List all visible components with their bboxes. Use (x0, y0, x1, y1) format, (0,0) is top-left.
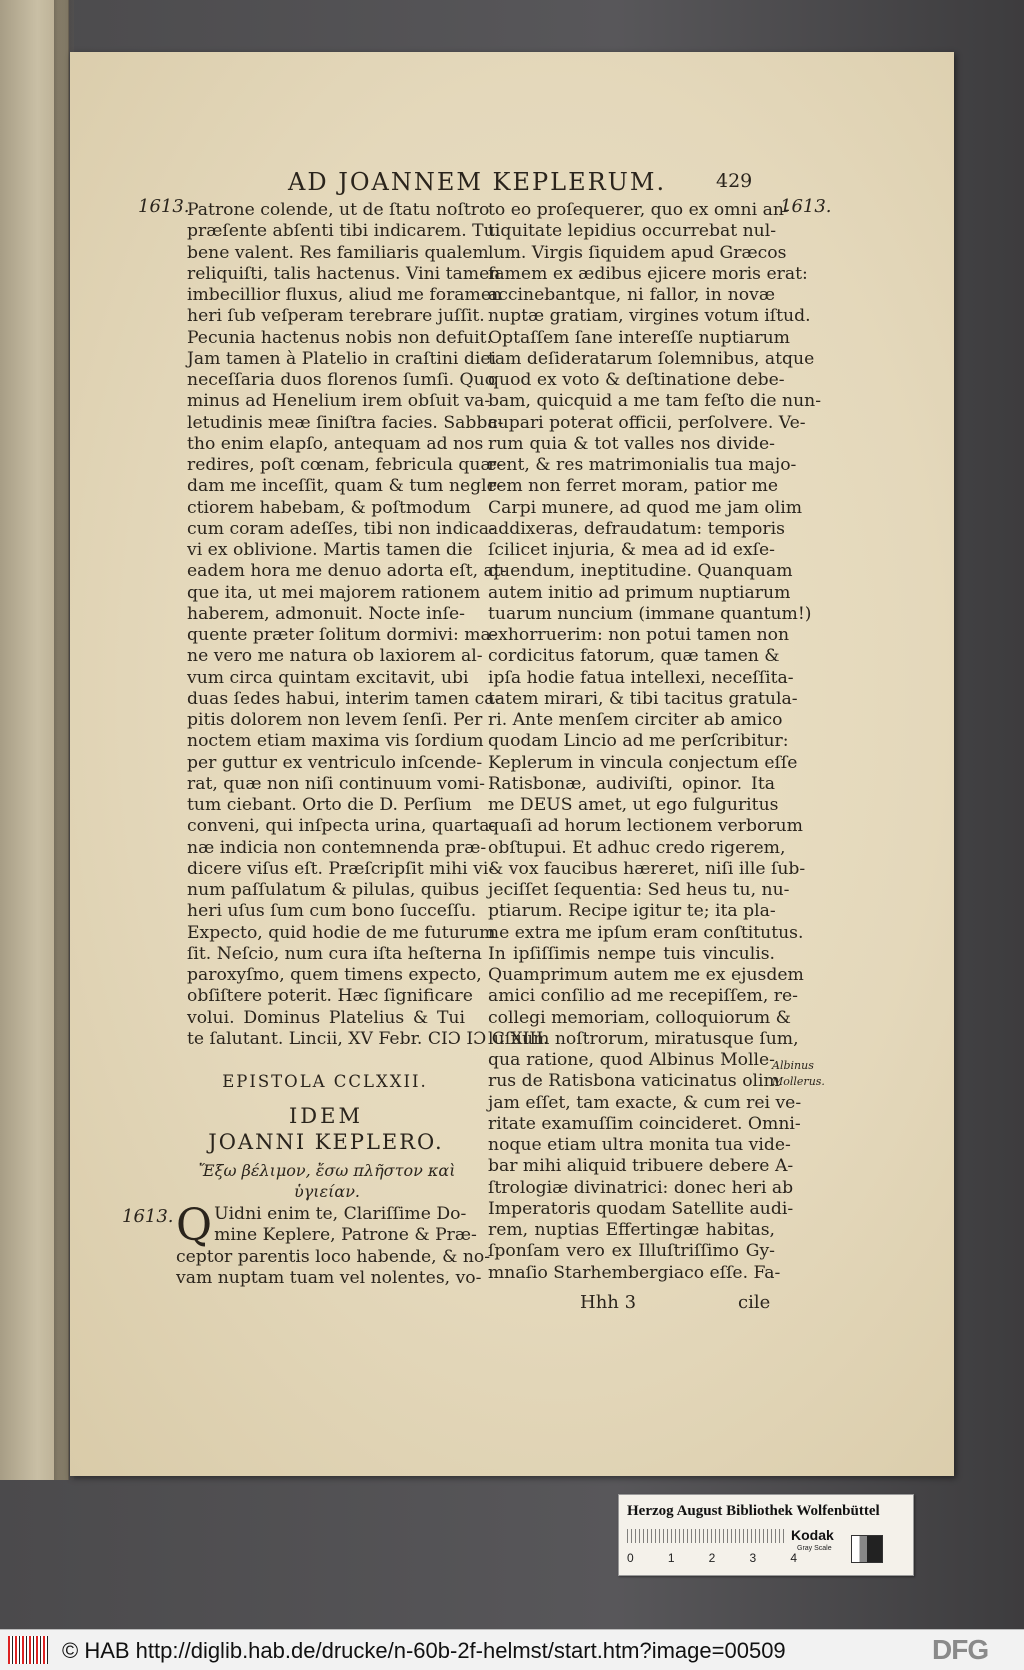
text-line: exhorruerim: non potui tamen non (488, 625, 790, 645)
gray-scale-swatch (851, 1535, 883, 1563)
text-line: rent, & res matrimonialis tua majo- (488, 455, 797, 475)
kodak-logo: Kodak (791, 1527, 834, 1543)
epistola-heading: EPISTOLA CCLXXII. (222, 1072, 428, 1091)
letter-opening (176, 1200, 491, 1289)
text-line: haberem, admonuit. Nocte inſe- (187, 603, 465, 624)
year-marker-letter: 1613. (122, 1206, 174, 1227)
signature-mark: Hhh 3 (580, 1292, 637, 1313)
library-stamp (618, 1494, 914, 1576)
text-line: quaſi ad horum lectionem verborum (488, 816, 803, 837)
text-line: pitis dolorem non levem ſenſi. Per (187, 710, 483, 730)
text-line: vum circa quintam excitavit, ubi (187, 667, 469, 688)
ruler-numbers (627, 1551, 797, 1565)
text-line: Imperatoris quodam Satellite audi- (488, 1198, 794, 1219)
text-line: letudinis meæ ſiniſtra facies. Sabba- (187, 412, 504, 433)
text-line: obſiſtere poterit. Hæc ſignificare (187, 986, 473, 1007)
text-line: eadem hora me denuo adorta eſt, at- (187, 561, 507, 582)
text-line: autem initio ad primum nuptiarum (488, 582, 791, 603)
text-line: bene valent. Res familiaris qualem (187, 242, 489, 263)
text-line: ritate examuſſim coincideret. Omni- (488, 1113, 801, 1134)
text-line: quodam Lincio ad me perſcribitur: (488, 731, 789, 752)
text-line: quente præter ſolitum dormivi: ma- (187, 625, 497, 645)
text-line: obſtupui. Et adhuc credo rigerem, (488, 837, 786, 858)
text-line: Keplerum in vincula conjectum eſſe (488, 752, 798, 773)
text-line: num paſſulatum & pilulas, quibus (187, 880, 480, 900)
text-line: tum ciebant. Orto die D. Perſium (187, 795, 472, 815)
text-line: heri ſub veſperam terebrare juſſit. (187, 306, 485, 327)
text-line: neceſſaria duos florenos ſumſi. Quo (187, 370, 496, 390)
text-line: reliquiſti, talis hactenus. Vini tamen (187, 263, 501, 284)
year-marker-left: 1613. (138, 196, 190, 217)
library-name: Herzog August Bibliothek Wolfenbüttel (627, 1503, 880, 1519)
text-line: Expecto, quid hodie de me futurum (187, 922, 496, 943)
recipient-heading: JOANNI KEPLERO. (208, 1130, 444, 1154)
text-line: qua ratione, quod Albinus Molle- (488, 1050, 775, 1070)
footer-bar (0, 1629, 1024, 1670)
text-line: ptiarum. Recipe igitur te; ita pla- (488, 901, 776, 922)
text-line: dicere viſus eſt. Præſcripſit mihi vi- (187, 858, 495, 879)
text-line: ri. Ante menſem circiter ab amico (488, 710, 783, 730)
text-line: Pecunia hactenus nobis non defuit. (187, 327, 493, 348)
text-line: per guttur ex ventriculo inſcende- (187, 752, 483, 773)
drop-cap: Q (176, 1200, 213, 1251)
text-line: Carpi munere, ad quod me jam olim (488, 497, 803, 518)
ruler-number: 1 (667, 1551, 675, 1565)
text-line: Quamprimum autem me ex ejusdem (488, 965, 804, 985)
text-line: præſente abſenti tibi indicarem. Tui (187, 221, 501, 242)
text-line: imbecillior fluxus, aliud me foramen (187, 285, 503, 305)
text-line: duas ſedes habui, interim tamen ca- (187, 688, 501, 709)
margin-note-mollerus: Mollerus. (772, 1075, 825, 1088)
text-line: ſponſam vero ex Illuſtriſſimo Gy- (488, 1241, 775, 1262)
idem-heading: IDEM (289, 1104, 363, 1128)
text-line: tho enim elapſo, antequam ad nos (187, 433, 484, 454)
text-line: rem non ferret moram, patior me (488, 476, 779, 497)
text-line: rum quia & tot valles nos divide- (488, 433, 775, 454)
page-number: 429 (716, 170, 753, 192)
text-line: tatem mirari, & tibi tacitus gratula- (488, 688, 798, 709)
text-line: tuarum nuncium (immane quantum!) (488, 603, 812, 624)
ruler-number: 3 (749, 1551, 757, 1565)
text-line: lum. Virgis ſiquidem apud Græcos (488, 242, 787, 263)
text-line: cordicitus fatorum, quæ tamen & (488, 646, 780, 667)
text-line: accinebantque, ni fallor, in novæ (488, 285, 775, 305)
text-line: heri uſus ſum cum bono ſucceſſu. (187, 901, 477, 922)
text-line: In ipſiſſimis nempe tuis vinculis. (488, 943, 775, 964)
text-line: cupari poterat officii, perſolvere. Ve- (488, 412, 806, 433)
text-line: paroxyſmo, quem timens expecto, (187, 965, 482, 985)
ruler-scale (627, 1529, 787, 1543)
letter-line: Uidni enim te, Clariſſime Do- (214, 1204, 467, 1224)
text-line: rus de Ratisbona vaticinatus olim (488, 1071, 780, 1092)
text-line: nuptæ gratiam, virgines votum iſtud. (488, 306, 811, 327)
text-line: ipſa hodie fatua intellexi, neceſſita- (488, 667, 794, 688)
text-line: tam deſideratarum ſolemnibus, atque (488, 348, 815, 369)
text-line: me DEUS amet, ut ego fulguritus (488, 795, 779, 815)
text-line: & vox faucibus hæreret, niſi ille ſub- (488, 858, 806, 879)
text-line: rem, nuptias Effertingæ habitas, (488, 1220, 775, 1240)
text-line: vi ex oblivione. Martis tamen die (187, 540, 473, 560)
text-line: noctem etiam maxima vis ſordium (187, 731, 484, 752)
text-line: to eo proſequerer, quo ex omni an- (488, 200, 790, 220)
text-line: volui. Dominus Platelius & Tui (187, 1007, 465, 1028)
text-line: quendum, ineptitudine. Quanquam (488, 561, 793, 582)
ruler-number: 0 (627, 1551, 634, 1565)
dfg-logo: DFG (932, 1634, 989, 1665)
text-line: ſit. Neſcio, num cura iſta heſterna (187, 943, 482, 964)
text-line: ne extra me ipſum eram conſtitutus. (488, 922, 804, 943)
text-line: ne vero me natura ob laxiorem al- (187, 646, 483, 667)
greek-epigraph: Ἔξω βέλιμον, ἔσω πλῆστον καὶ ὑγιείαν. (198, 1161, 456, 1201)
text-line: famem ex ædibus ejicere moris erat: (488, 263, 808, 284)
text-line: ſcilicet injuria, & mea ad id exſe- (488, 540, 775, 560)
letter-line: mine Keplere, Patrone & Præ- (214, 1225, 477, 1246)
text-line: Optaſſem ſane intereſſe nuptiarum (488, 327, 790, 348)
barcode-icon (8, 1636, 48, 1664)
text-line: mnaſio Starhembergiaco eſſe. Fa- (488, 1262, 781, 1283)
text-line: Ratisbonæ, audiviſti, opinor. Ita (488, 773, 775, 794)
text-line: ctiorem habebam, & poſtmodum (187, 497, 471, 518)
text-line: Patrone colende, ut de ſtatu noſtro (187, 200, 490, 220)
text-line: luſuum noſtrorum, miratusque ſum, (488, 1028, 799, 1049)
ruler-number: 4 (790, 1551, 797, 1565)
gray-scale-label: Gray Scale (797, 1545, 832, 1552)
text-line: jeciſſet ſequentia: Sed heus tu, nu- (488, 880, 790, 900)
ruler-number: 2 (708, 1551, 716, 1565)
left-text-column (187, 200, 549, 1050)
text-line: que ita, ut mei majorem rationem (187, 582, 481, 603)
running-head: AD JOANNEM KEPLERUM. (288, 168, 667, 196)
source-link[interactable]: © HAB http://diglib.hab.de/drucke/n-60b-2f-helmst/start.htm?image=00509 (62, 1638, 786, 1663)
text-line: bam, quicquid a me tam feſto die nun- (488, 391, 822, 412)
letter-line: vam nuptam tuam vel nolentes, vo- (176, 1267, 482, 1288)
text-line: minus ad Henelium irem obſuit va- (187, 391, 491, 412)
catchword: cile (738, 1292, 771, 1313)
text-line: ſtrologiæ divinatrici: donec heri ab (488, 1177, 794, 1198)
text-line: bar mihi aliquid tribuere debere A- (488, 1156, 794, 1177)
margin-note-albinus: Albinus (772, 1059, 814, 1072)
text-line: te ſalutant. Lincii, XV Febr. CIƆ IƆ C XIII. (187, 1028, 549, 1049)
text-line: noque etiam ultra monita tua vide- (488, 1135, 791, 1155)
text-line: jam eſſet, tam exacte, & cum rei ve- (488, 1092, 802, 1113)
text-line: amici conſilio ad me recepiſſem, re- (488, 986, 798, 1007)
text-line: collegi memoriam, colloquiorum & (488, 1007, 791, 1028)
text-line: rat, quæ non niſi continuum vomi- (187, 773, 485, 794)
text-line: dam me inceſſit, quam & tum negle- (187, 476, 503, 497)
text-line: redires, poſt cœnam, febricula quæ- (187, 455, 503, 475)
text-line: næ indicia non contemnenda præ- (187, 837, 487, 858)
text-line: cum coram adeſſes, tibi non indica- (187, 518, 495, 539)
letter-line: ceptor parentis loco habende, & no- (176, 1246, 491, 1267)
text-line: addixeras, defraudatum: temporis (488, 518, 785, 539)
text-line: Jam tamen à Platelio in craſtini diei (187, 348, 497, 369)
text-line: conveni, qui inſpecta urina, quarta- (187, 816, 496, 837)
text-line: tiquitate lepidius occurrebat nul- (488, 221, 777, 242)
year-marker-right: 1613. (780, 196, 832, 217)
text-line: quod ex voto & deſtinatione debe- (488, 370, 785, 390)
